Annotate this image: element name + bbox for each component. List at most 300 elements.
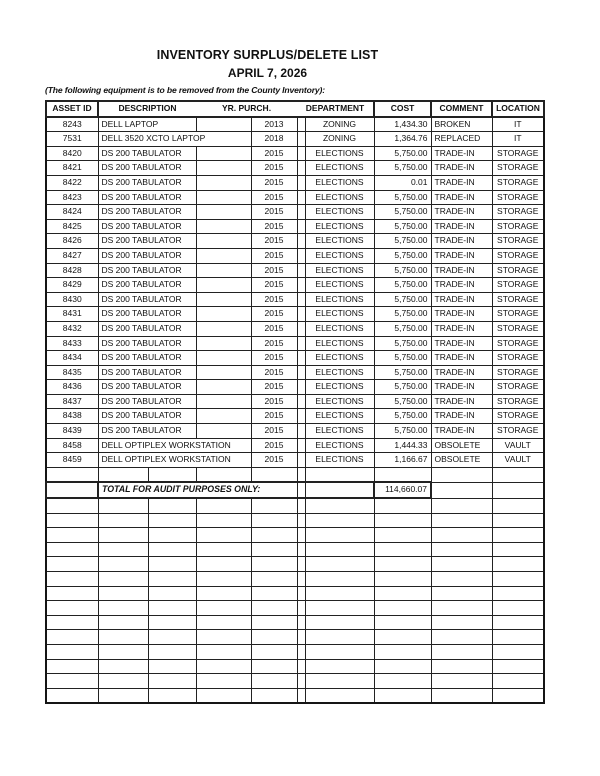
cell-empty [492,467,544,482]
cell-cost: 5,750.00 [374,234,431,249]
cell-comment: TRADE-IN [431,409,492,424]
cell-spacer [297,630,305,645]
cell-description: DELL 3520 XCTO LAPTOP [98,132,251,147]
cell-location: STORAGE [492,190,544,205]
empty-row [46,542,544,557]
cell-empty [196,674,251,689]
header-comment: COMMENT [431,101,492,117]
cell-empty [492,482,544,498]
cell-empty [196,659,251,674]
cell-empty [148,467,196,482]
empty-row [46,644,544,659]
inventory-table-body [46,117,544,704]
cell-spacer [297,453,305,468]
cell-year: 2015 [251,307,297,322]
table-row [46,146,544,161]
cell-empty [196,409,251,424]
cell-department: ELECTIONS [305,190,374,205]
cell-empty [374,659,431,674]
cell-location: STORAGE [492,278,544,293]
cell-empty [148,557,196,572]
cell-cost: 5,750.00 [374,219,431,234]
header-location: LOCATION [492,101,544,117]
cell-location: VAULT [492,438,544,453]
cell-empty [98,572,148,587]
cell-spacer [297,601,305,616]
cell-empty [196,219,251,234]
cell-empty [196,380,251,395]
cell-department: ELECTIONS [305,424,374,439]
cell-year: 2015 [251,234,297,249]
cell-asset-id: 8437 [46,394,98,409]
cell-cost: 5,750.00 [374,190,431,205]
cell-comment: TRADE-IN [431,424,492,439]
cell-comment: TRADE-IN [431,351,492,366]
cell-year: 2015 [251,424,297,439]
cell-empty [196,161,251,176]
cell-spacer [297,438,305,453]
cell-empty [374,586,431,601]
cell-cost: 1,444.33 [374,438,431,453]
cell-spacer [297,394,305,409]
cell-cost: 5,750.00 [374,380,431,395]
cell-spacer [297,674,305,689]
cell-comment: TRADE-IN [431,336,492,351]
cell-empty [305,513,374,528]
cell-comment: OBSOLETE [431,453,492,468]
cell-comment: TRADE-IN [431,205,492,220]
table-row [46,278,544,293]
cell-empty [148,542,196,557]
cell-cost: 5,750.00 [374,321,431,336]
cell-asset-id: 8243 [46,117,98,132]
cell-empty [98,644,148,659]
cell-description: DS 200 TABULATOR [98,278,196,293]
cell-empty [431,688,492,703]
title-block [45,48,490,80]
cell-empty [374,674,431,689]
cell-empty [251,586,297,601]
cell-location: STORAGE [492,351,544,366]
cell-department: ELECTIONS [305,351,374,366]
cell-empty [98,615,148,630]
cell-empty [251,644,297,659]
cell-asset-id: 8425 [46,219,98,234]
cell-description: DS 200 TABULATOR [98,263,196,278]
cell-year: 2015 [251,336,297,351]
cell-spacer [297,688,305,703]
cell-empty [305,572,374,587]
cell-asset-id: 8421 [46,161,98,176]
cell-spacer [297,542,305,557]
cell-year: 2015 [251,394,297,409]
cell-empty [196,630,251,645]
empty-row [46,528,544,543]
cell-cost: 5,750.00 [374,394,431,409]
cell-comment: TRADE-IN [431,146,492,161]
cell-empty [251,542,297,557]
cell-description: DS 200 TABULATOR [98,146,196,161]
doc-date: APRIL 7, 2026 [227,66,308,80]
table-row [46,321,544,336]
cell-department: ZONING [305,117,374,132]
cell-empty [251,467,297,482]
cell-empty [251,659,297,674]
cell-spacer [297,365,305,380]
cell-asset-id: 8424 [46,205,98,220]
cell-location: STORAGE [492,161,544,176]
cell-empty [305,674,374,689]
cell-empty [196,117,251,132]
cell-asset-id [46,615,98,630]
cell-empty [492,601,544,616]
cell-description: DS 200 TABULATOR [98,321,196,336]
cell-description: DS 200 TABULATOR [98,219,196,234]
cell-description: DS 200 TABULATOR [98,248,196,263]
cell-description: DS 200 TABULATOR [98,234,196,249]
cell-cost: 5,750.00 [374,161,431,176]
cell-year: 2015 [251,161,297,176]
cell-empty [305,630,374,645]
empty-row [46,572,544,587]
cell-empty [251,688,297,703]
empty-row [46,498,544,513]
cell-empty [492,644,544,659]
cell-empty [148,528,196,543]
cell-cost: 1,166.67 [374,453,431,468]
cell-spacer [297,278,305,293]
cell-empty [148,674,196,689]
cell-comment: TRADE-IN [431,292,492,307]
cell-empty [196,365,251,380]
cell-comment: TRADE-IN [431,321,492,336]
cell-cost: 5,750.00 [374,205,431,220]
cell-spacer [297,292,305,307]
cell-cost: 5,750.00 [374,263,431,278]
cell-spacer [297,321,305,336]
cell-asset-id: 8433 [46,336,98,351]
cell-asset-id: 8426 [46,234,98,249]
cell-description: DS 200 TABULATOR [98,175,196,190]
cell-empty [305,557,374,572]
inventory-table [45,100,545,704]
cell-empty [305,542,374,557]
table-row [46,380,544,395]
cell-empty [374,513,431,528]
cell-department: ELECTIONS [305,307,374,322]
cell-empty [196,263,251,278]
cell-asset-id [46,498,98,513]
cell-empty [374,644,431,659]
cell-spacer [297,248,305,263]
cell-cost: 5,750.00 [374,248,431,263]
cell-asset-id [46,572,98,587]
cell-description: DS 200 TABULATOR [98,307,196,322]
empty-row [46,674,544,689]
cell-spacer [297,424,305,439]
cell-spacer [297,190,305,205]
cell-empty [196,424,251,439]
cell-asset-id: 8422 [46,175,98,190]
cell-empty [431,659,492,674]
cell-description: DS 200 TABULATOR [98,336,196,351]
doc-title: INVENTORY SURPLUS/DELETE LIST [156,48,379,62]
cell-empty [492,586,544,601]
cell-empty [305,601,374,616]
cell-empty [196,278,251,293]
cell-location: VAULT [492,453,544,468]
cell-empty [251,615,297,630]
table-row [46,453,544,468]
cell-location: STORAGE [492,380,544,395]
cell-empty [492,498,544,513]
total-label: TOTAL FOR AUDIT PURPOSES ONLY: [98,482,297,498]
cell-empty [251,498,297,513]
cell-spacer [297,586,305,601]
cell-empty [374,542,431,557]
cell-empty [196,467,251,482]
cell-empty [305,659,374,674]
cell-cost: 5,750.00 [374,409,431,424]
cell-empty [492,513,544,528]
cell-department: ELECTIONS [305,380,374,395]
table-row [46,175,544,190]
cell-empty [98,542,148,557]
cell-department: ELECTIONS [305,146,374,161]
total-value: 114,660.07 [374,482,431,498]
cell-location: STORAGE [492,365,544,380]
cell-empty [431,586,492,601]
cell-empty [98,498,148,513]
cell-year: 2015 [251,380,297,395]
cell-empty [98,528,148,543]
cell-comment: TRADE-IN [431,175,492,190]
cell-asset-id [46,586,98,601]
cell-empty [431,482,492,498]
cell-description: DELL OPTIPLEX WORKSTATION [98,438,251,453]
cell-year: 2015 [251,292,297,307]
cell-empty [196,307,251,322]
cell-asset-id: 8435 [46,365,98,380]
cell-empty [98,586,148,601]
cell-location: IT [492,132,544,147]
table-row [46,351,544,366]
cell-empty [196,205,251,220]
cell-cost: 5,750.00 [374,365,431,380]
table-row [46,365,544,380]
cell-empty [196,146,251,161]
cell-empty [196,615,251,630]
cell-asset-id: 8434 [46,351,98,366]
cell-empty [251,630,297,645]
cell-spacer [297,205,305,220]
cell-department: ELECTIONS [305,292,374,307]
table-row [46,263,544,278]
table-row [46,307,544,322]
cell-spacer [297,557,305,572]
cell-empty [431,615,492,630]
cell-empty [196,498,251,513]
cell-empty [431,630,492,645]
empty-row [46,601,544,616]
cell-year: 2018 [251,132,297,147]
cell-asset-id [46,542,98,557]
header-yr-purch: YR. PURCH. [196,101,297,117]
cell-year: 2013 [251,117,297,132]
cell-description: DELL LAPTOP [98,117,196,132]
cell-asset-id: 8427 [46,248,98,263]
empty-row [46,467,544,482]
table-row [46,438,544,453]
cell-department: ELECTIONS [305,321,374,336]
cell-asset-id: 8458 [46,438,98,453]
cell-department: ELECTIONS [305,438,374,453]
cell-description: DS 200 TABULATOR [98,424,196,439]
cell-year: 2015 [251,278,297,293]
cell-empty [98,467,148,482]
cell-empty [431,528,492,543]
cell-location: STORAGE [492,394,544,409]
cell-empty [148,659,196,674]
cell-location: STORAGE [492,424,544,439]
cell-empty [492,542,544,557]
cell-description: DS 200 TABULATOR [98,409,196,424]
cell-empty [98,659,148,674]
cell-empty [305,586,374,601]
cell-asset-id [46,467,98,482]
cell-location: STORAGE [492,175,544,190]
header-asset-id: ASSET ID [46,101,98,117]
cell-empty [305,688,374,703]
cell-department: ELECTIONS [305,453,374,468]
cell-description: DS 200 TABULATOR [98,161,196,176]
cell-empty [148,601,196,616]
cell-empty [374,572,431,587]
cell-empty [98,630,148,645]
cell-empty [374,498,431,513]
cell-spacer [297,513,305,528]
cell-empty [305,482,374,498]
cell-empty [251,557,297,572]
cell-empty [148,644,196,659]
cell-empty [196,292,251,307]
cell-spacer [297,498,305,513]
table-row [46,132,544,147]
cell-spacer [297,572,305,587]
cell-spacer [297,117,305,132]
cell-empty [374,601,431,616]
cell-location: STORAGE [492,321,544,336]
cell-comment: TRADE-IN [431,234,492,249]
cell-department: ELECTIONS [305,248,374,263]
cell-description: DS 200 TABULATOR [98,380,196,395]
cell-empty [492,659,544,674]
doc-note: (The following equipment is to be removed from the County Inventory): [45,85,325,95]
cell-asset-id: 7531 [46,132,98,147]
cell-department: ELECTIONS [305,278,374,293]
cell-empty [305,615,374,630]
empty-row [46,659,544,674]
cell-asset-id [46,644,98,659]
cell-cost: 5,750.00 [374,351,431,366]
cell-empty [492,674,544,689]
cell-comment: REPLACED [431,132,492,147]
cell-empty [492,688,544,703]
cell-empty [305,644,374,659]
cell-empty [431,467,492,482]
cell-empty [431,542,492,557]
cell-year: 2015 [251,205,297,220]
cell-cost: 5,750.00 [374,307,431,322]
table-row [46,248,544,263]
cell-empty [148,513,196,528]
cell-empty [196,644,251,659]
cell-empty [196,190,251,205]
cell-asset-id: 8428 [46,263,98,278]
cell-empty [431,498,492,513]
cell-empty [431,557,492,572]
cell-asset-id [46,659,98,674]
cell-description: DELL OPTIPLEX WORKSTATION [98,453,251,468]
cell-year: 2015 [251,175,297,190]
cell-cost: 5,750.00 [374,424,431,439]
cell-empty [98,674,148,689]
cell-comment: BROKEN [431,117,492,132]
cell-department: ELECTIONS [305,409,374,424]
empty-row [46,630,544,645]
cell-empty [196,234,251,249]
cell-department: ELECTIONS [305,234,374,249]
table-row [46,219,544,234]
cell-spacer [297,219,305,234]
cell-spacer [297,380,305,395]
cell-cost: 5,750.00 [374,146,431,161]
cell-asset-id [46,482,98,498]
cell-department: ELECTIONS [305,205,374,220]
cell-spacer [297,146,305,161]
cell-empty [431,513,492,528]
cell-asset-id [46,630,98,645]
cell-empty [98,513,148,528]
cell-location: STORAGE [492,234,544,249]
cell-location: STORAGE [492,219,544,234]
cell-empty [148,615,196,630]
cell-year: 2015 [251,321,297,336]
cell-spacer [297,161,305,176]
cell-description: DS 200 TABULATOR [98,365,196,380]
table-row [46,234,544,249]
cell-empty [196,321,251,336]
cell-year: 2015 [251,351,297,366]
cell-empty [492,572,544,587]
cell-empty [492,528,544,543]
cell-year: 2015 [251,219,297,234]
cell-asset-id: 8430 [46,292,98,307]
cell-empty [196,572,251,587]
cell-comment: TRADE-IN [431,263,492,278]
cell-department: ELECTIONS [305,161,374,176]
cell-year: 2015 [251,453,297,468]
cell-spacer [297,132,305,147]
cell-asset-id [46,688,98,703]
table-row [46,424,544,439]
cell-year: 2015 [251,409,297,424]
cell-comment: TRADE-IN [431,161,492,176]
cell-comment: TRADE-IN [431,307,492,322]
cell-comment: TRADE-IN [431,380,492,395]
cell-empty [374,557,431,572]
cell-department: ELECTIONS [305,394,374,409]
